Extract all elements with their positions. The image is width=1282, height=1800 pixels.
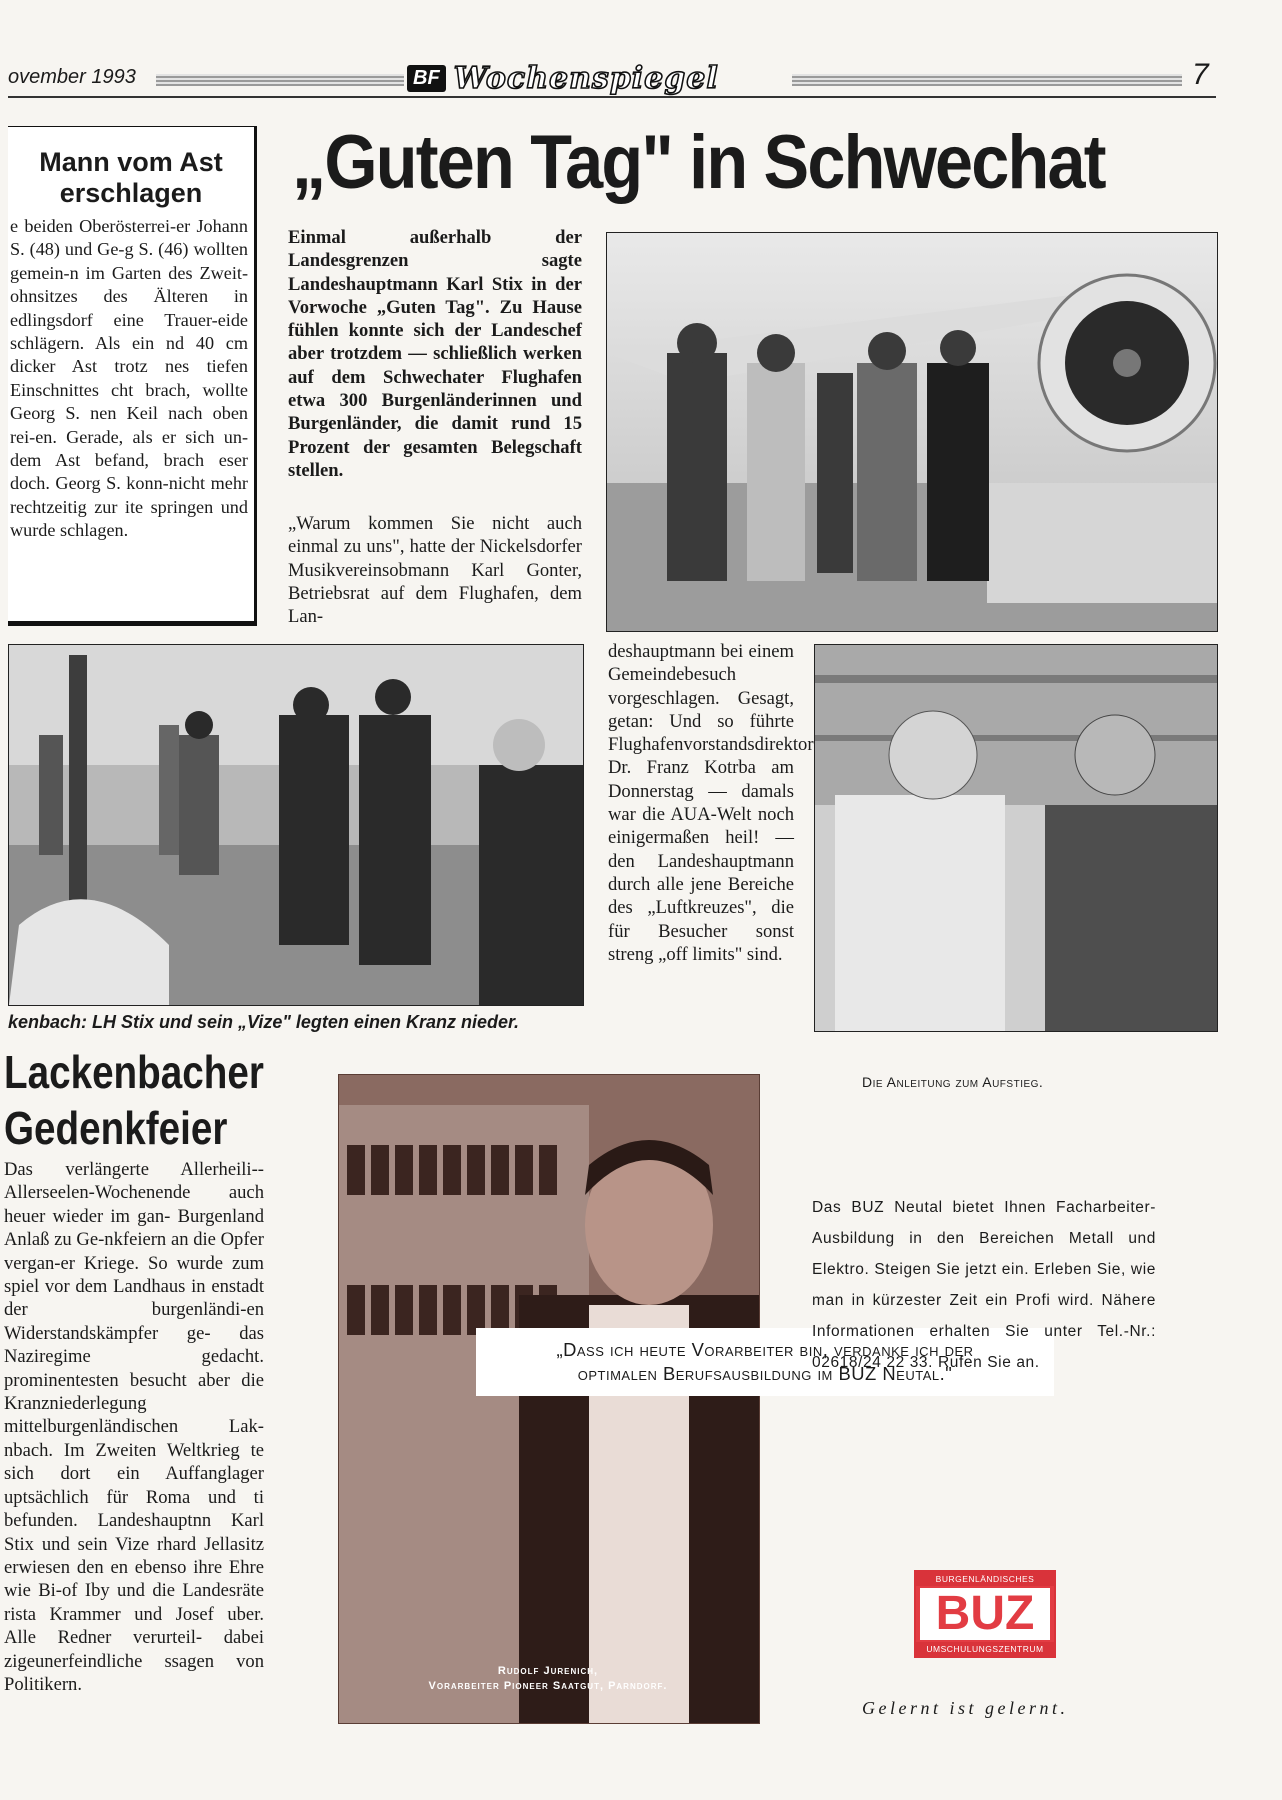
main-headline: „Guten Tag" in Schwechat — [292, 120, 1105, 205]
ad-quote-line1: „Dass ich heute Vorarbeiter bin, verdanke ich der — [556, 1339, 974, 1360]
page-number: 7 — [1192, 58, 1209, 91]
memorial-photo-caption: kenbach: LH Stix und sein „Vize" legten einen Kranz nieder. — [8, 1012, 519, 1032]
photo-memorial-image — [9, 645, 583, 1005]
ad-caption-line1: Rudolf Jurenich, — [497, 1665, 599, 1677]
photo-memorial-wreath — [8, 644, 584, 1006]
buz-logo-main: BUZ — [920, 1588, 1050, 1640]
box-article-text: e beiden Oberösterrei-er Johann S. (48) und Ge-g S. (46) wollten gemein-n im Garten des Zweit-ohnsitzes des Älteren in edlingsdorf eine Trauer-eide schlägern. Als ein nd 40 cm dicker Ast trotz nes tiefen Einschnittes cht brach, wollte Georg S. nen Keil nach oben rei-en. Gerade, als er sich un- dem Ast befand, brach eser doch. Georg S. konn-nicht mehr rechtzeitig zur ite springen und wurde schlagen. — [10, 216, 248, 541]
box-title-line1: Mann vom Ast — [39, 147, 223, 177]
ad-photo-image — [339, 1075, 759, 1723]
header-rule-right — [792, 74, 1182, 86]
photo-airport-visit — [606, 232, 1218, 632]
second-title-line2: Gedenkfeier — [4, 1102, 228, 1154]
ad-photo-caption — [338, 1664, 758, 1694]
ad-photo — [338, 1074, 760, 1724]
box-article — [8, 126, 257, 626]
second-title-line1: Lackenbacher — [4, 1046, 264, 1098]
second-article-headline — [4, 1044, 264, 1156]
ad-body-text: Das BUZ Neutal bietet Ihnen Facharbeiter-Ausbildung in den Bereichen Metall und Elektro. Steigen Sie jetzt ein. Erleben Sie, wie man in kürzester Zeit ein Profi wird. Nähere Informationen erhalten Sie unter Tel.-Nr.: 02618/24 22 33. Rufen Sie an. — [812, 1199, 1156, 1371]
buz-logo-bottom: UMSCHULUNGSZENTRUM — [916, 1642, 1054, 1656]
buz-logo — [914, 1570, 1056, 1658]
issue-date: ovember 1993 — [8, 66, 136, 88]
article-body-part2: deshauptmann bei einem Gemeindebesuch vorgeschlagen. Gesagt, getan: Und so führte Flughafenvorstandsdirektor Dr. Franz Kotrba am Donnerstag — damals war die AUA-Welt noch einigermaßen heil! — den Landeshauptmann durch alle jene Bereiche des „Luftkreuzes", die für Besucher sonst streng „off limits" sind. — [608, 641, 814, 965]
ad-caption-line2: Vorarbeiter Pioneer Saatgut, Parndorf. — [428, 1680, 668, 1692]
ad-tagline: Die Anleitung zum Aufstieg. — [862, 1074, 1044, 1090]
box-title-line2: erschlagen — [59, 178, 203, 208]
header-rule-left — [156, 74, 404, 86]
logo-title: Wochenspiegel — [453, 60, 719, 96]
photo-airport-image — [607, 233, 1217, 631]
logo-badge: BF — [407, 65, 446, 92]
second-article-text: Das verlängerte Allerheili--Allerseelen-Wochenende auch heuer wieder im gan- Burgenland Anlaß zu Ge-nkfeiern an die Opfer vergan-er Kriege. So wurde zum spiel vor dem Landhaus in enstadt der burgenländi-en Widerstandskämpfer ge- das Naziregime gedacht. prominentesten besucht aber die Kranzniederlegung mittelburgenländischen Lak-nbach. Im Zweiten Weltkrieg te sich dort ein Auffanglager uptsächlich für Roma und ti befunden. Landeshauptnn Karl Stix und sein Vize rhard Jellasitz erwiesen den en ebenso ihre Ehre wie Bi-of Iby und die Landesräte rista Krammer und Josef uber. Alle Redner verurteil- dabei zigeunerfeindliche ssagen von Politikern. — [4, 1159, 264, 1695]
ad-slogan: Gelernt ist gelernt. — [862, 1698, 1069, 1718]
article-lead: Einmal außerhalb der Landesgrenzen sagte Landeshauptmann Karl Stix in der Vorwoche „Guten Tag". Zu Hause fühlen konnte sich der Landeschef aber trotzdem — schließlich werken auf dem Schwechater Flughafen etwa 300 Burgenländerinnen und Burgenländer, die damit rund 15 Prozent der gesamten Belegschaft stellen. — [288, 227, 582, 481]
ad-quote-line2: optimalen Berufsausbildung im BUZ Neutal." — [577, 1363, 953, 1384]
article-body-part1: „Warum kommen Sie nicht auch einmal zu uns", hatte der Nickelsdorfer Musikvereinsobmann Karl Gonter, Betriebsrat auf dem Flughafen, dem Lan- — [288, 513, 582, 628]
photo-hangar-image — [815, 645, 1217, 1031]
photo-hangar-meeting — [814, 644, 1218, 1032]
newspaper-logo — [407, 58, 787, 98]
buz-logo-top: BURGENLÄNDISCHES — [916, 1572, 1054, 1586]
header-divider — [8, 96, 1216, 98]
box-article-title — [8, 147, 254, 209]
